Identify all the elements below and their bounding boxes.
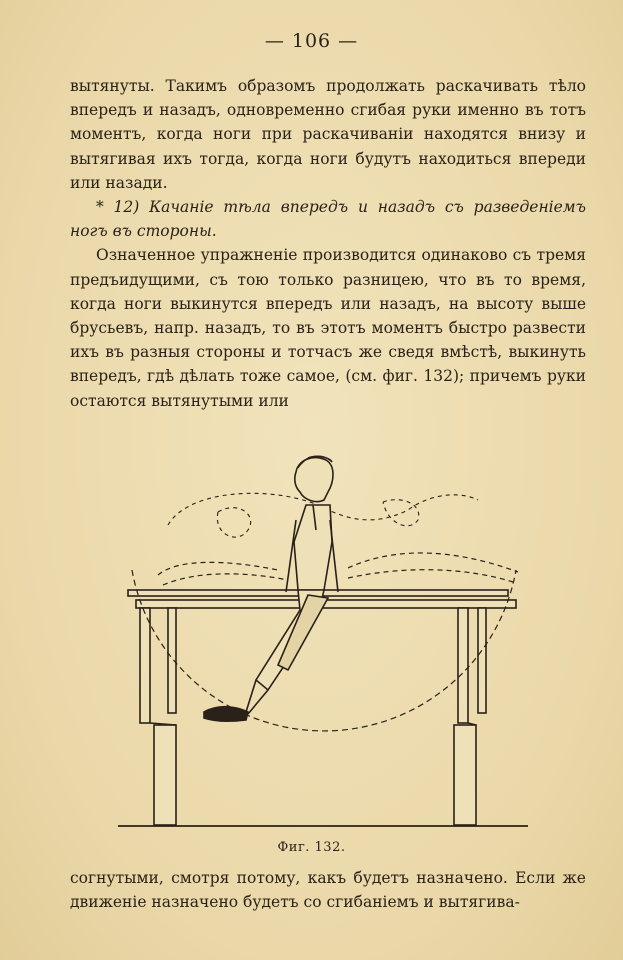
parallel-bars-gymnast-drawing: [118, 450, 528, 835]
paragraph-1: вытянуты. Такимъ образомъ продолжать раскачивать тѣло впередъ и назадъ, одновременно сгибая руки именно въ тотъ моментъ, когда ноги при раскачиванiи находятся внизу и вытягивая ихъ тогда, когда ноги будутъ находиться впереди или назади.: [70, 77, 586, 192]
figure-caption: Фиг. 132.: [277, 840, 346, 855]
body-text-bottom: [70, 866, 586, 914]
figure-132-illustration: [118, 450, 528, 835]
paragraph-2: Означенное упражненiе производится одинаково съ тремя предъидущими, съ тою только разницею, что въ то время, когда ноги выкинутся впередъ или назадъ, на высоту выше брусьевъ, напр. назадъ, то въ этотъ моментъ быстро развести ихъ въ разныя стороны и тотчасъ же сведя вмѣстѣ, выкинуть впередъ, гдѣ дѣлать тоже самое, (см. фиг. 132); причемъ руки остаются вытянутыми или: [70, 246, 586, 410]
page-number: — 106 —: [264, 30, 359, 52]
body-text-top: [70, 74, 586, 413]
paragraph-3: согнутыми, смотря потому, какъ будетъ назначено. Если же движенiе назначено будетъ со сгибанiемъ и вытягива-: [70, 869, 586, 912]
exercise-heading: * 12) Качанiе тѣла впередъ и назадъ съ разведенiемъ ногъ въ стороны.: [70, 198, 586, 241]
